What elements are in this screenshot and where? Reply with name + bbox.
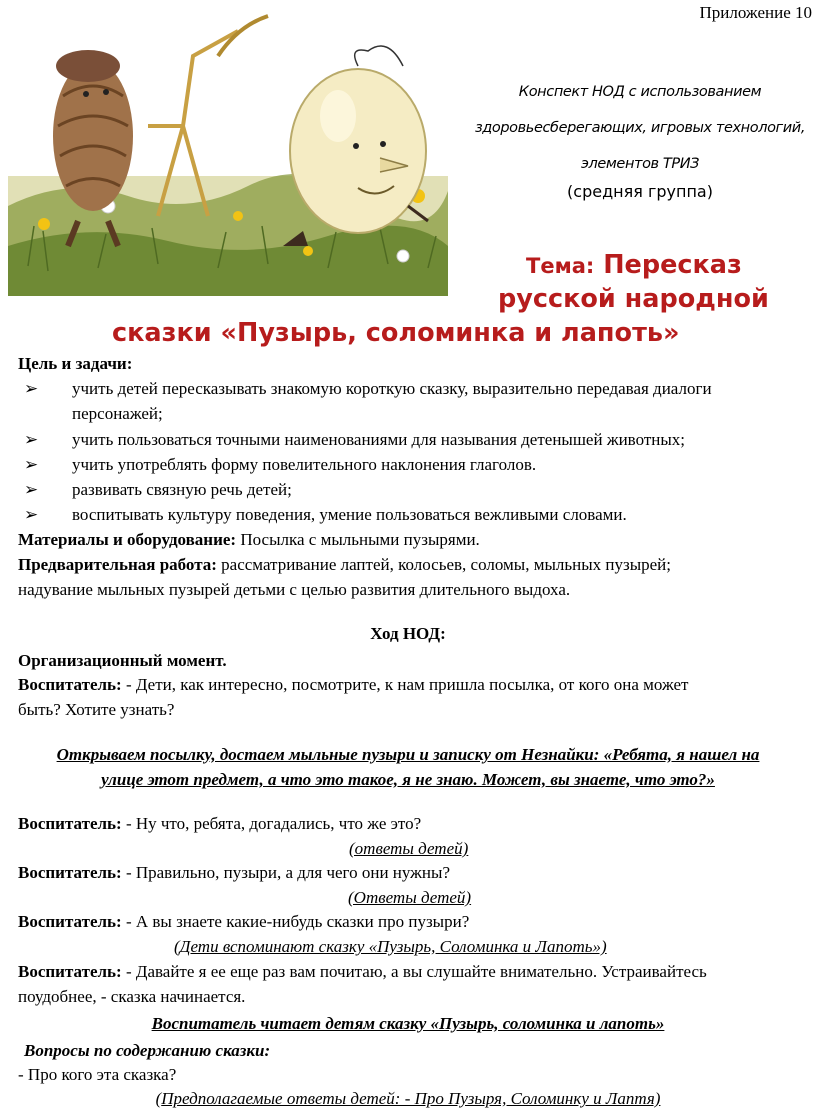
children-answer-3: (Дети вспоминают сказку «Пузырь, Соломинка и Лапоть») [174, 937, 607, 956]
theme-line-3: сказки «Пузырь, соломинка и лапоть» [112, 318, 680, 348]
goal-item-1: учить детей пересказывать знакомую короткую сказку, выразительно передавая диалоги [72, 379, 712, 398]
course-heading: Ход НОД: [370, 624, 446, 643]
materials-text: Посылка с мыльными пузырями. [240, 530, 480, 549]
teacher-speech-5b: поудобнее, - сказка начинается. [18, 987, 246, 1006]
arrow-bullet-icon: ➢ [24, 505, 39, 524]
materials-line [18, 530, 480, 550]
appendix-label: Приложение 10 [699, 3, 812, 22]
teacher-speech-1a: - Дети, как интересно, посмотрите, к нам пришла посылка, от кого она может [125, 675, 689, 694]
goals-heading: Цель и задачи: [18, 354, 133, 373]
goal-item-3: учить употреблять форму повелительного наклонения глаголов. [72, 455, 537, 474]
teacher-speech-1b: быть? Хотите узнать? [18, 700, 175, 719]
konspekt-line-2: здоровьесберегающих, игровых технологий, [474, 120, 806, 136]
children-answer-1: (ответы детей) [349, 839, 469, 858]
goal-item-1-continued: персонажей; [72, 404, 163, 423]
goal-item-5: воспитывать культуру поведения, умение пользоваться вежливыми словами. [72, 505, 627, 524]
action-1a: Открываем посылку, достаем мыльные пузыри и записку от Незнайки: «Ребята, я нашел на [56, 745, 760, 764]
teacher-label: Воспитатель: [18, 863, 122, 882]
teacher-line-1 [18, 675, 689, 695]
questions-heading: Вопросы по содержанию сказки: [24, 1041, 271, 1060]
group-label: (средняя группа) [567, 182, 713, 201]
prep-line-1 [18, 555, 671, 575]
fairy-tale-illustration [8, 6, 448, 296]
teacher-label: Воспитатель: [18, 912, 122, 931]
theme-line-2: русской народной [498, 284, 769, 314]
prep-line-2: надувание мыльных пузырей детьми с целью развития длительного выдоха. [18, 580, 571, 599]
teacher-label: Воспитатель: [18, 814, 122, 833]
action-1b: улице этот предмет, а что это такое, я не знаю. Может, вы знаете, что это?» [101, 770, 715, 789]
teacher-line-4 [18, 912, 469, 932]
arrow-bullet-icon: ➢ [24, 480, 39, 499]
action-2: Воспитатель читает детям сказку «Пузырь, соломинка и лапоть» [151, 1014, 665, 1033]
arrow-bullet-icon: ➢ [24, 379, 39, 398]
theme-line-1 [526, 250, 742, 280]
prep-text-1: рассматривание лаптей, колосьев, соломы, мыльных пузырей; [221, 555, 671, 574]
konspekt-line-3: элементов ТРИЗ [580, 156, 700, 172]
arrow-bullet-icon: ➢ [24, 430, 39, 449]
materials-label: Материалы и оборудование: [18, 530, 237, 549]
teacher-speech-5a: - Давайте я ее еще раз вам почитаю, а вы слушайте внимательно. Устраивайтесь [125, 962, 707, 981]
konspekt-line-1: Конспект НОД с использованием [518, 84, 762, 100]
children-answer-4: (Предполагаемые ответы детей: - Про Пузыря, Соломинку и Лаптя) [155, 1089, 661, 1108]
teacher-speech-4: - А вы знаете какие-нибудь сказки про пузыри? [125, 912, 470, 931]
org-moment: Организационный момент. [18, 651, 227, 670]
teacher-line-5 [18, 962, 707, 982]
teacher-line-3 [18, 863, 450, 883]
theme-title-1: Пересказ [603, 250, 742, 280]
goal-item-4: развивать связную речь детей; [72, 480, 292, 499]
children-answer-4-text: Предполагаемые ответы детей: - Про Пузыря, Соломинку и Лаптя) [161, 1089, 661, 1108]
goal-item-2: учить пользоваться точными наименованиями для называния детенышей животных; [72, 430, 686, 449]
children-answer-2: (Ответы детей) [348, 888, 472, 907]
teacher-label: Воспитатель: [18, 675, 122, 694]
prep-label: Предварительная работа: [18, 555, 217, 574]
arrow-bullet-icon: ➢ [24, 455, 39, 474]
teacher-speech-3: - Правильно, пузыри, а для чего они нужны? [125, 863, 450, 882]
question-1: - Про кого эта сказка? [18, 1065, 177, 1084]
teacher-speech-2: - Ну что, ребята, догадались, что же это? [125, 814, 422, 833]
teacher-line-2 [18, 814, 421, 834]
teacher-label: Воспитатель: [18, 962, 122, 981]
theme-label: Тема: [526, 254, 595, 278]
